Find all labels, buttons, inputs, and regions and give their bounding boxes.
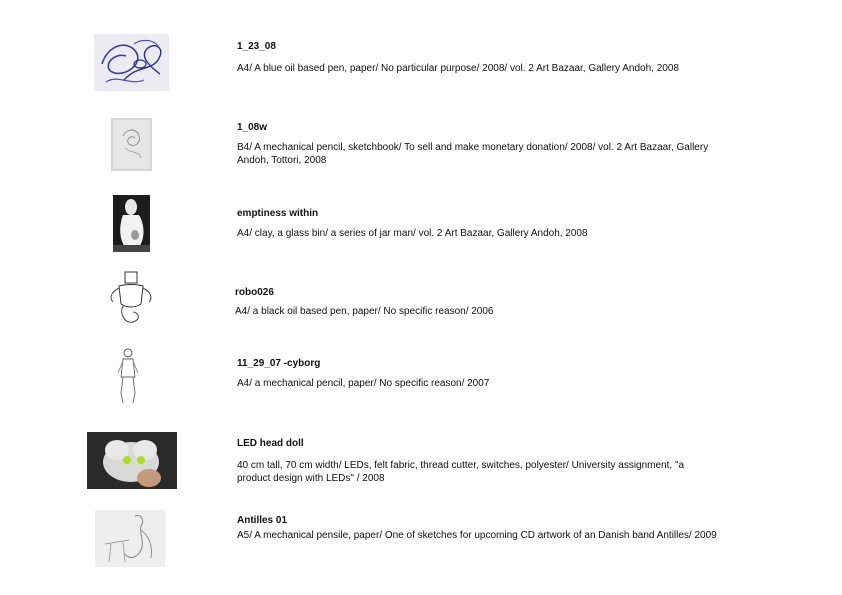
artwork-title: robo026 (235, 287, 274, 298)
artwork-title: 1_08w (237, 122, 268, 133)
artwork-description: B4/ A mechanical pencil, sketchbook/ To sell and make monetary donation/ 2008/ vol. 2 Art Bazaar, Gallery Andoh, Tottori, 2008 (237, 142, 709, 166)
artwork-description: A4/ clay, a glass bin/ a series of jar man/ vol. 2 Art Bazaar, Gallery Andoh, 2008 (237, 228, 588, 239)
artwork-title: 1_23_08 (237, 41, 276, 52)
artwork-title: LED head doll (237, 438, 304, 449)
artwork-description: A4/ A blue oil based pen, paper/ No particular purpose/ 2008/ vol. 2 Art Bazaar, Gallery Andoh, 2008 (237, 63, 679, 74)
artwork-description: A5/ A mechanical pensile, paper/ One of sketches for upcoming CD artwork of an Danish band Antilles/ 2009 (237, 530, 717, 541)
artwork-description: A4/ a black oil based pen, paper/ No specific reason/ 2006 (235, 306, 494, 317)
figure-sketch-icon (95, 510, 165, 567)
artwork-description: 40 cm tall, 70 cm width/ LEDs, felt fabric, thread cutter, switches, polyester/ University assignment, "a product design with LEDs" / 2008 (237, 460, 685, 484)
robot-drawing-icon (105, 268, 157, 328)
artwork-description: A4/ a mechanical pencil, paper/ No specific reason/ 2007 (237, 378, 490, 389)
led-doll-photo-icon (87, 432, 177, 489)
blue-pen-drawing-icon (94, 34, 169, 91)
artwork-title: 11_29_07 -cyborg (237, 358, 321, 369)
cyborg-sketch-icon (115, 347, 141, 405)
pencil-sketch-icon (111, 118, 152, 171)
artwork-title: emptiness within (237, 208, 319, 219)
artwork-title: Antilles 01 (237, 515, 288, 526)
clay-sculpture-icon (113, 195, 150, 252)
